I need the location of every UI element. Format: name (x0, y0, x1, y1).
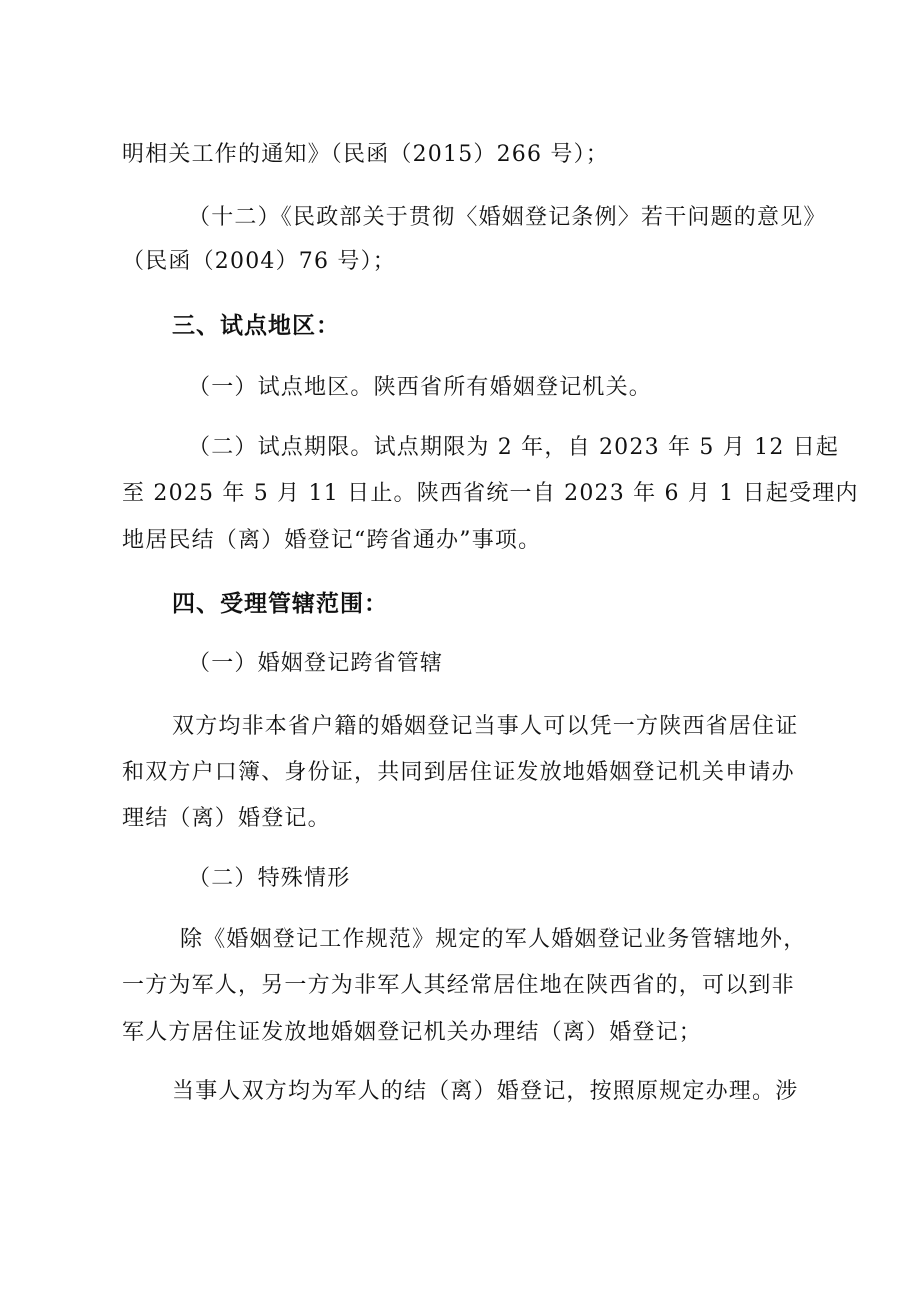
text-line: 除《婚姻登记工作规范》规定的军人婚姻登记业务管辖地外， (180, 927, 807, 952)
text-line: 军人方居住证发放地婚姻登记机关办理结（离）婚登记； (122, 1020, 703, 1045)
text-line: （二）试点期限。试点期限为 2 年，自 2023 年 5 月 12 日起 (188, 435, 840, 460)
text-line: 和双方户口簿、身份证，共同到居住证发放地婚姻登记机关申请办 (122, 760, 795, 785)
section-heading: 四、受理管辖范围： (172, 591, 388, 617)
text-line: 地居民结（离）婚登记“跨省通办”事项。 (122, 528, 542, 553)
text-line: 理结（离）婚登记。 (122, 806, 331, 831)
text-line: 一方为军人，另一方为非军人其经常居住地在陕西省的，可以到非 (122, 973, 795, 998)
text-line: 至 2025 年 5 月 11 日止。陕西省统一自 2023 年 6 月 1 日起受理内 (122, 481, 859, 506)
text-line: （一）婚姻登记跨省管辖 (188, 651, 444, 676)
text-line: （一）试点地区。陕西省所有婚姻登记机关。 (188, 375, 653, 400)
section-heading: 三、试点地区： (172, 313, 340, 339)
text-line: （十二）《民政部关于贯彻〈婚姻登记条例〉若干问题的意见》 (188, 205, 827, 230)
text-line: 当事人双方均为军人的结（离）婚登记，按照原规定办理。涉 (172, 1079, 799, 1104)
text-line: 双方均非本省户籍的婚姻登记当事人可以凭一方陕西省居住证 (172, 714, 799, 739)
text-line: （民函（2004）76 号）； (122, 249, 396, 274)
text-line: 明相关工作的通知》（民函（2015）266 号）； (122, 142, 609, 167)
text-line: （二）特殊情形 (188, 866, 351, 891)
